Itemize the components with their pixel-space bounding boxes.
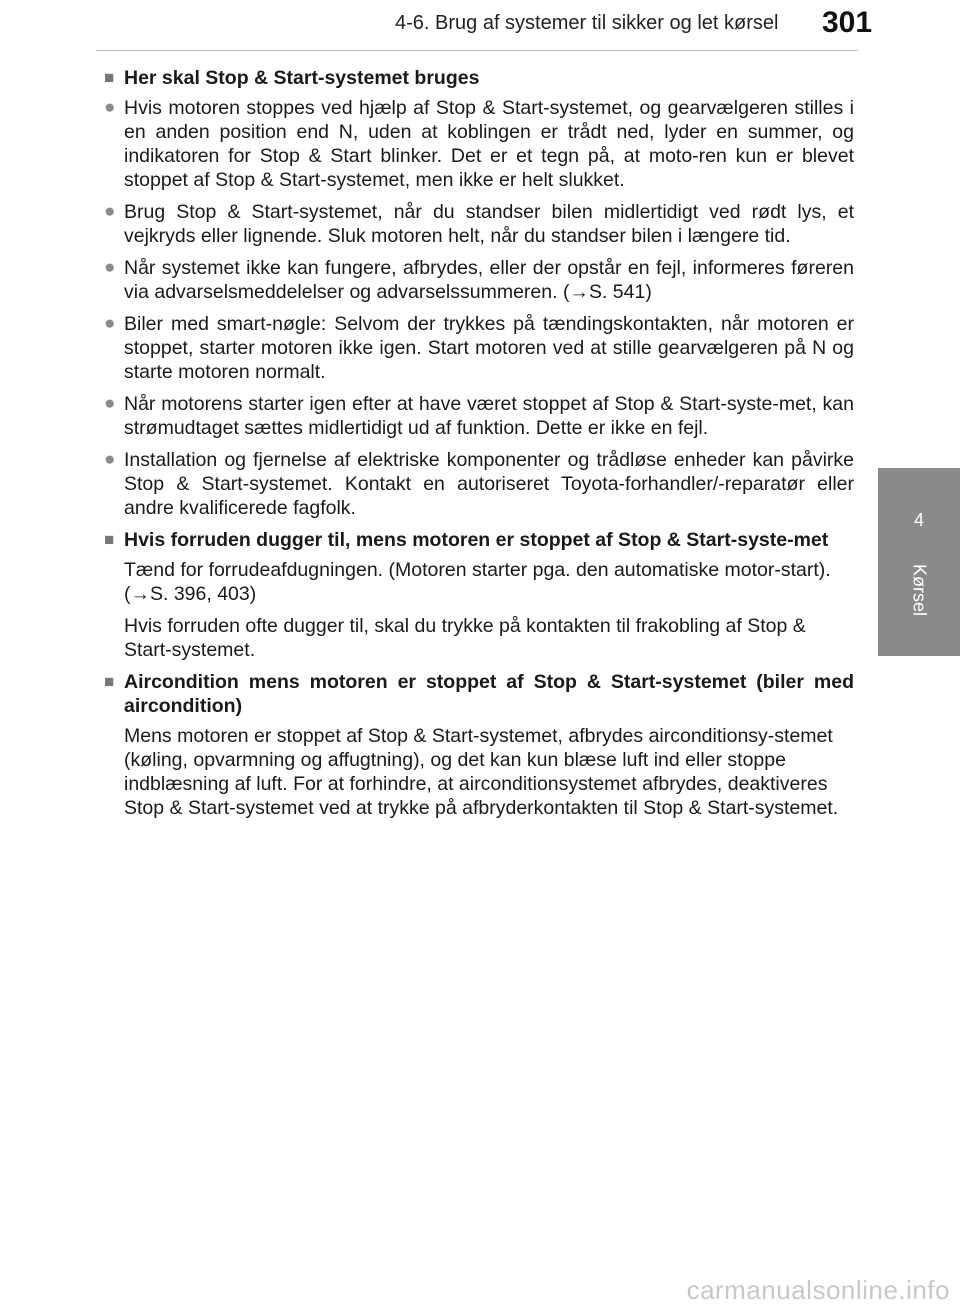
paragraph: Mens motoren er stoppet af Stop & Start-systemet, afbrydes airconditionsy-stemet (køling, opvarmning og affugtning), og det kan kun blæse luft ind eller stoppe indblæsning af luft. For at forhindre, at airconditionsystemet afbrydes, deaktiveres Stop & Start-systemet ved at trykke på afbryderkontakten til Stop & Start-systemet. (124, 725, 839, 819)
list-item (104, 312, 854, 384)
round-bullet-icon: ● (104, 257, 116, 278)
section-heading (104, 670, 854, 718)
chapter-side-tab[interactable] (878, 468, 960, 656)
round-bullet-icon: ● (104, 97, 116, 118)
section-windshield-fog (104, 528, 854, 662)
section-heading-text: Aircondition mens motoren er stoppet af Stop & Start-systemet (biler med aircondition) (124, 671, 854, 717)
chapter-label: Kørsel (909, 563, 930, 616)
square-bullet-icon: ■ (104, 530, 115, 549)
chapter-number: 4 (913, 510, 924, 530)
round-bullet-icon: ● (104, 393, 116, 414)
round-bullet-icon: ● (104, 313, 116, 334)
section-air-conditioning (104, 670, 854, 820)
paragraph: Hvis forruden ofte dugger til, skal du trykke på kontakten til frakobling af Stop & Start-systemet. (124, 615, 806, 661)
paragraph: Tænd for forrudeafdugningen. (Motoren starter pga. den automatiske motor-start). (→S. 396, 403) (124, 559, 831, 605)
list-item-text: Når systemet ikke kan fungere, afbrydes, eller der opstår en fejl, informeres føreren via advarselsmeddelelser og advarselssummeren. (→S. 541) (124, 257, 854, 303)
list-item-text: Installation og fjernelse af elektriske komponenter og trådløse enheder kan påvirke Stop & Start-systemet. Kontakt en autoriseret Toyota-forhandler/-reparatør eller andre kvalificerede fagfolk. (124, 449, 854, 519)
list-item (104, 392, 854, 440)
round-bullet-icon: ● (104, 201, 116, 222)
section-heading-text: Her skal Stop & Start-systemet bruges (124, 67, 480, 89)
section-heading-text: Hvis forruden dugger til, mens motoren er stoppet af Stop & Start-syste-met (124, 529, 829, 551)
square-bullet-icon: ■ (104, 68, 115, 87)
section-heading (104, 528, 854, 552)
list-item-text: Når motorens starter igen efter at have været stoppet af Stop & Start-syste-met, kan strømudtaget sættes midlertidigt ud af funktion. Dette er ikke en fejl. (124, 393, 854, 439)
list-item (104, 448, 854, 520)
list-item-text: Hvis motoren stoppes ved hjælp af Stop & Start-systemet, og gearvælgeren stilles i en anden position end N, uden at koblingen er trådt ned, lyder en summer, og indikatoren for Stop & Start blinker. Det er et tegn på, at moto-ren kun er blevet stoppet af Stop & Start-systemet, men ikke er helt slukket. (124, 97, 854, 191)
section-usage (104, 66, 854, 520)
watermark: carmanualsonline.info (686, 1275, 950, 1305)
chapter-title: 4-6. Brug af systemer til sikker og let kørsel (395, 12, 779, 34)
list-item (104, 200, 854, 248)
list-item-text: Biler med smart-nøgle: Selvom der trykkes på tændingskontakten, når motoren er stoppet, starter motoren ikke igen. Start motoren ved at stille gearvælgeren på N og starte motoren normalt. (124, 313, 854, 383)
round-bullet-icon: ● (104, 449, 116, 470)
list-item (104, 96, 854, 192)
page-header (0, 0, 960, 48)
square-bullet-icon: ■ (104, 672, 115, 691)
header-divider (96, 50, 858, 51)
list-item (104, 256, 854, 304)
page-number: 301 (822, 6, 873, 39)
section-heading (104, 66, 854, 90)
page-content (104, 66, 854, 828)
list-item-text: Brug Stop & Start-systemet, når du standser bilen midlertidigt ved rødt lys, et vejkryds eller lignende. Sluk motoren helt, når du standser bilen i længere tid. (124, 201, 854, 247)
